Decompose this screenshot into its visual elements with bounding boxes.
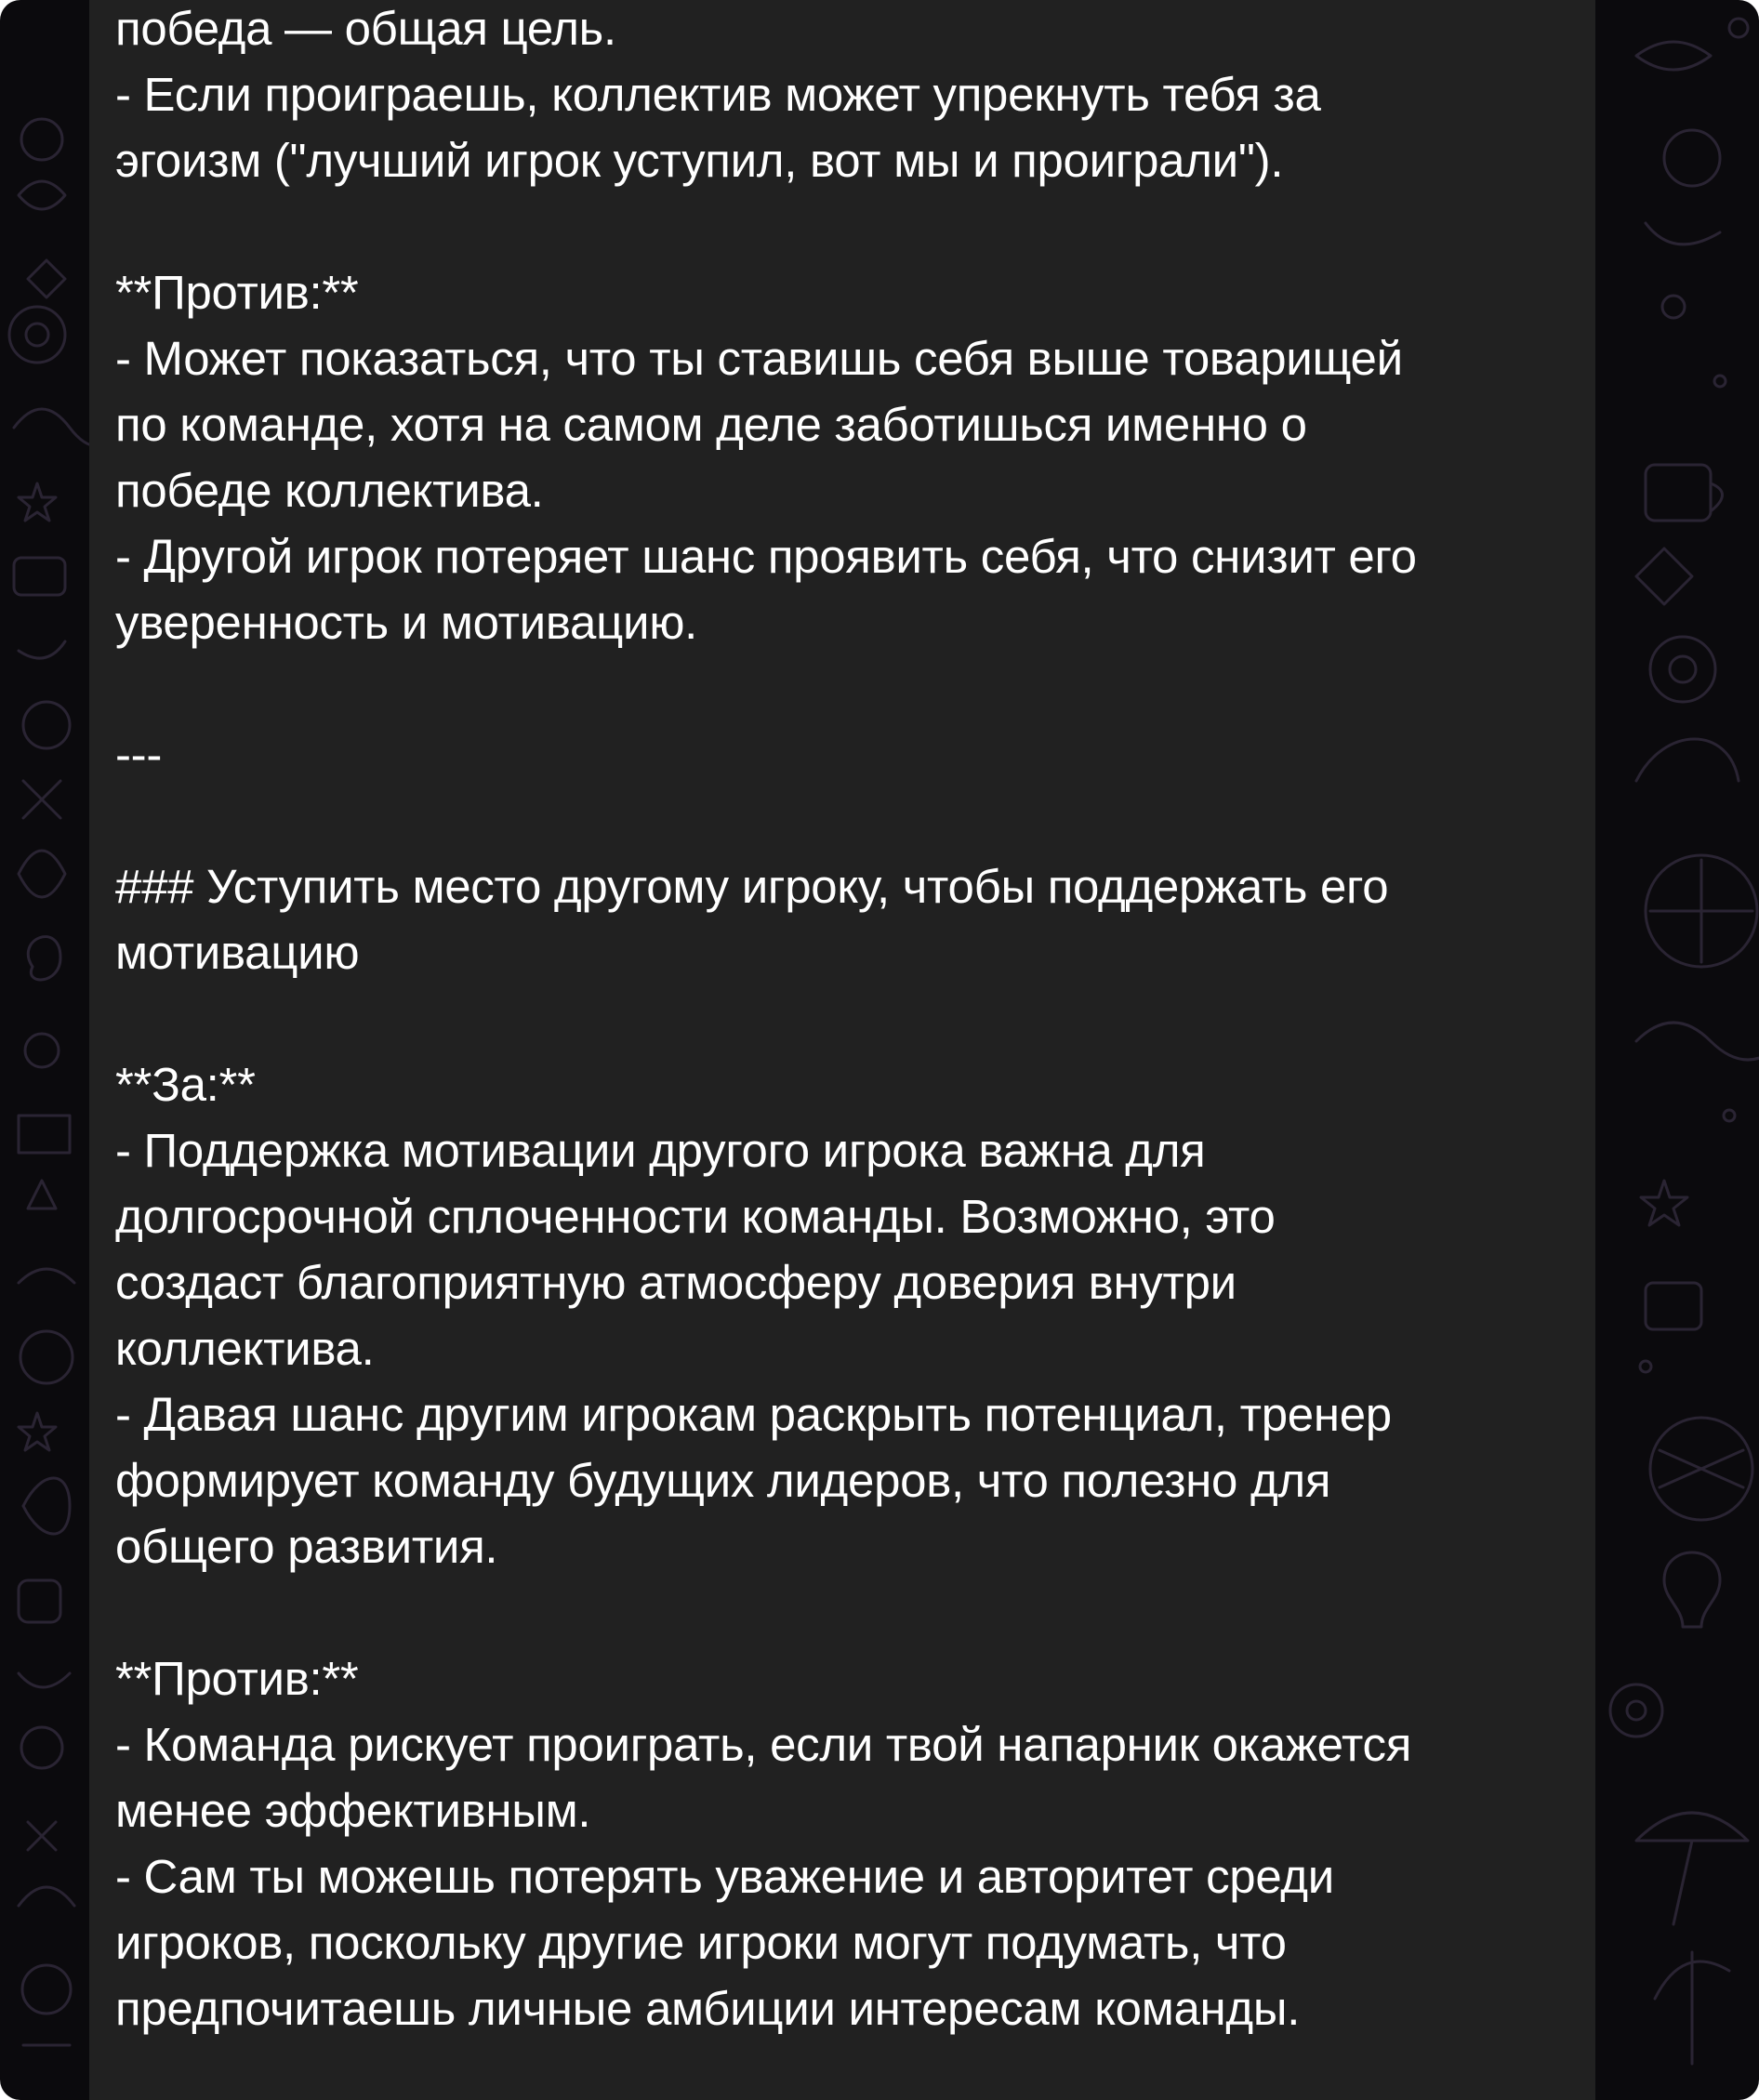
message-line: менее эффективным. xyxy=(115,1784,591,1837)
message-line: победе коллектива. xyxy=(115,464,544,517)
message-line: эгоизм ("лучший игрок уступил, вот мы и проиграли"). xyxy=(115,134,1284,187)
message-line: - Если проиграешь, коллектив может упрекнуть тебя за xyxy=(115,68,1321,121)
message-line: - Поддержка мотивации другого игрока важна для xyxy=(115,1124,1206,1177)
message-line: - Команда рискует проиграть, если твой напарник окажется xyxy=(115,1718,1412,1771)
message-line: формирует команду будущих лидеров, что полезно для xyxy=(115,1454,1331,1507)
message-line xyxy=(115,193,1584,259)
message-line: создаст благоприятную атмосферу доверия внутри xyxy=(115,1256,1237,1309)
message-line: **Против:** xyxy=(115,266,359,319)
message-line: **За:** xyxy=(115,1058,256,1111)
message-line xyxy=(115,655,1584,721)
message-line: победа — общая цель. xyxy=(115,2,616,55)
message-line: - Сам ты можешь потерять уважение и авторитет среди xyxy=(115,1850,1334,1903)
message-line: - Другой игрок потеряет шанс проявить себя, что снизит его xyxy=(115,530,1417,583)
message-line: предпочитаешь личные амбиции интересам команды. xyxy=(115,1982,1301,2035)
message-line: --- xyxy=(115,728,163,781)
message-bubble xyxy=(89,0,1595,2100)
message-line xyxy=(115,985,1584,1051)
message-line: - Может показаться, что ты ставишь себя выше товарищей xyxy=(115,332,1403,385)
message-line: долгосрочной сплоченности команды. Возможно, это xyxy=(115,1190,1276,1243)
message-line: игроков, поскольку другие игроки могут подумать, что xyxy=(115,1916,1287,1969)
message-line xyxy=(115,787,1584,853)
message-line: мотивацию xyxy=(115,926,360,979)
message-text xyxy=(115,0,1584,2041)
message-line: общего развития. xyxy=(115,1520,498,1573)
message-line xyxy=(115,1579,1584,1645)
message-line: - Давая шанс другим игрокам раскрыть потенциал, тренер xyxy=(115,1388,1392,1441)
message-line: по команде, хотя на самом деле заботишься именно о xyxy=(115,398,1307,451)
message-line: **Против:** xyxy=(115,1652,359,1705)
message-line: уверенность и мотивацию. xyxy=(115,596,698,649)
message-line: коллектива. xyxy=(115,1322,375,1375)
message-line: ### Уступить место другому игроку, чтобы поддержать его xyxy=(115,860,1389,913)
